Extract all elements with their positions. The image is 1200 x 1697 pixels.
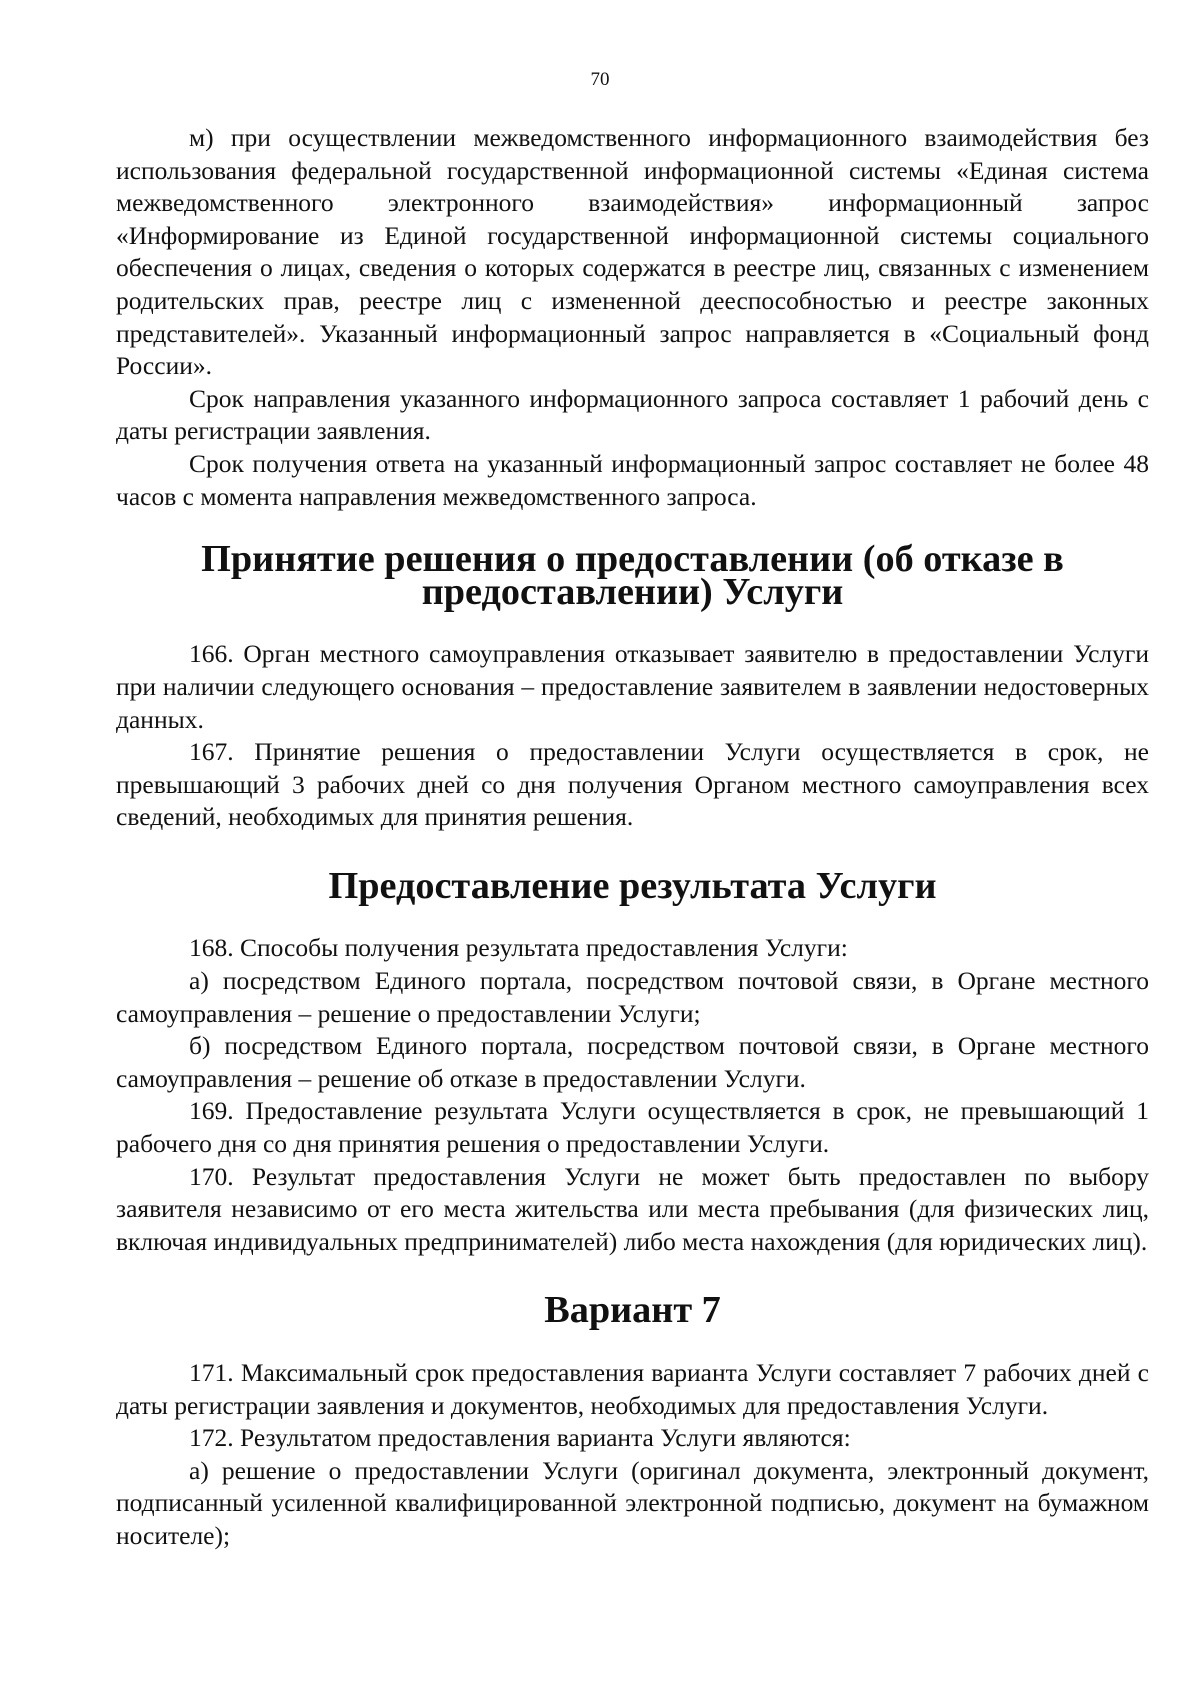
paragraph-167: 167. Принятие решения о предоставлении Услуги осуществляется в срок, не превышающий 3 рабочих дней со дня получения Органом местного самоуправления всех сведений, необходимых для принятия решения. — [116, 737, 1149, 832]
paragraph-172-a: а) решение о предоставлении Услуги (оригинал документа, электронный документ, подписанный усиленной квалифицированной электронной подписью, документ на бумажном носителе); — [116, 1455, 1149, 1550]
document-body — [116, 122, 1149, 1553]
paragraph-170: 170. Результат предоставления Услуги не может быть предоставлен по выбору заявителя независимо от его места жительства или места пребывания (для физических лиц, включая индивидуальных предпринимателей) либо места нахождения (для юридических лиц). — [116, 1161, 1149, 1256]
paragraph-169: 169. Предоставление результата Услуги осуществляется в срок, не превышающий 1 рабочего дня со дня принятия решения о предоставлении Услуги. — [116, 1096, 1149, 1159]
paragraph-response-deadline: Срок получения ответа на указанный информационный запрос составляет не более 48 часов с момента направления межведомственного запроса. — [116, 448, 1149, 511]
heading-result: Предоставление результата Услуги — [328, 864, 937, 907]
paragraph-request-deadline: Срок направления указанного информационного запроса составляет 1 рабочий день с даты регистрации заявления. — [116, 383, 1149, 446]
paragraph-168-b: б) посредством Единого портала, посредством почтовой связи, в Органе местного самоуправления – решение об отказе в предоставлении Услуги. — [116, 1031, 1149, 1093]
paragraph-172: 172. Результатом предоставления варианта Услуги являются: — [189, 1423, 851, 1453]
paragraph-m: м) при осуществлении межведомственного информационного взаимодействия без использования федеральной государственной информационной системы «Единая система межведомственного электронного взаимодействия» информационный запрос «Информирование из Единой государственной информационной системы социального обеспечения о лицах, сведения о которых содержатся в реестре лиц, связанных с изменением родительских прав, реестре лиц с измененной дееспособностью и реестре законных представителей». Указанный информационный запрос направляется в «Социальный фонд России». — [116, 123, 1149, 381]
heading-variant-7: Вариант 7 — [544, 1289, 721, 1332]
page-number: 70 — [590, 69, 610, 90]
paragraph-168-a: а) посредством Единого портала, посредством почтовой связи, в Органе местного самоуправления – решение о предоставлении Услуги; — [116, 966, 1149, 1028]
paragraph-171: 171. Максимальный срок предоставления варианта Услуги составляет 7 рабочих дней с даты регистрации заявления и документов, необходимых для предоставления Услуги. — [116, 1358, 1149, 1420]
paragraph-166: 166. Орган местного самоуправления отказывает заявителю в предоставлении Услуги при наличии следующего основания – предоставление заявителем в заявлении недостоверных данных. — [116, 639, 1149, 734]
paragraph-168: 168. Способы получения результата предоставления Услуги: — [189, 933, 848, 963]
heading-decision: Принятие решения о предоставлении (об отказе в предоставлении) Услуги — [201, 538, 1064, 613]
